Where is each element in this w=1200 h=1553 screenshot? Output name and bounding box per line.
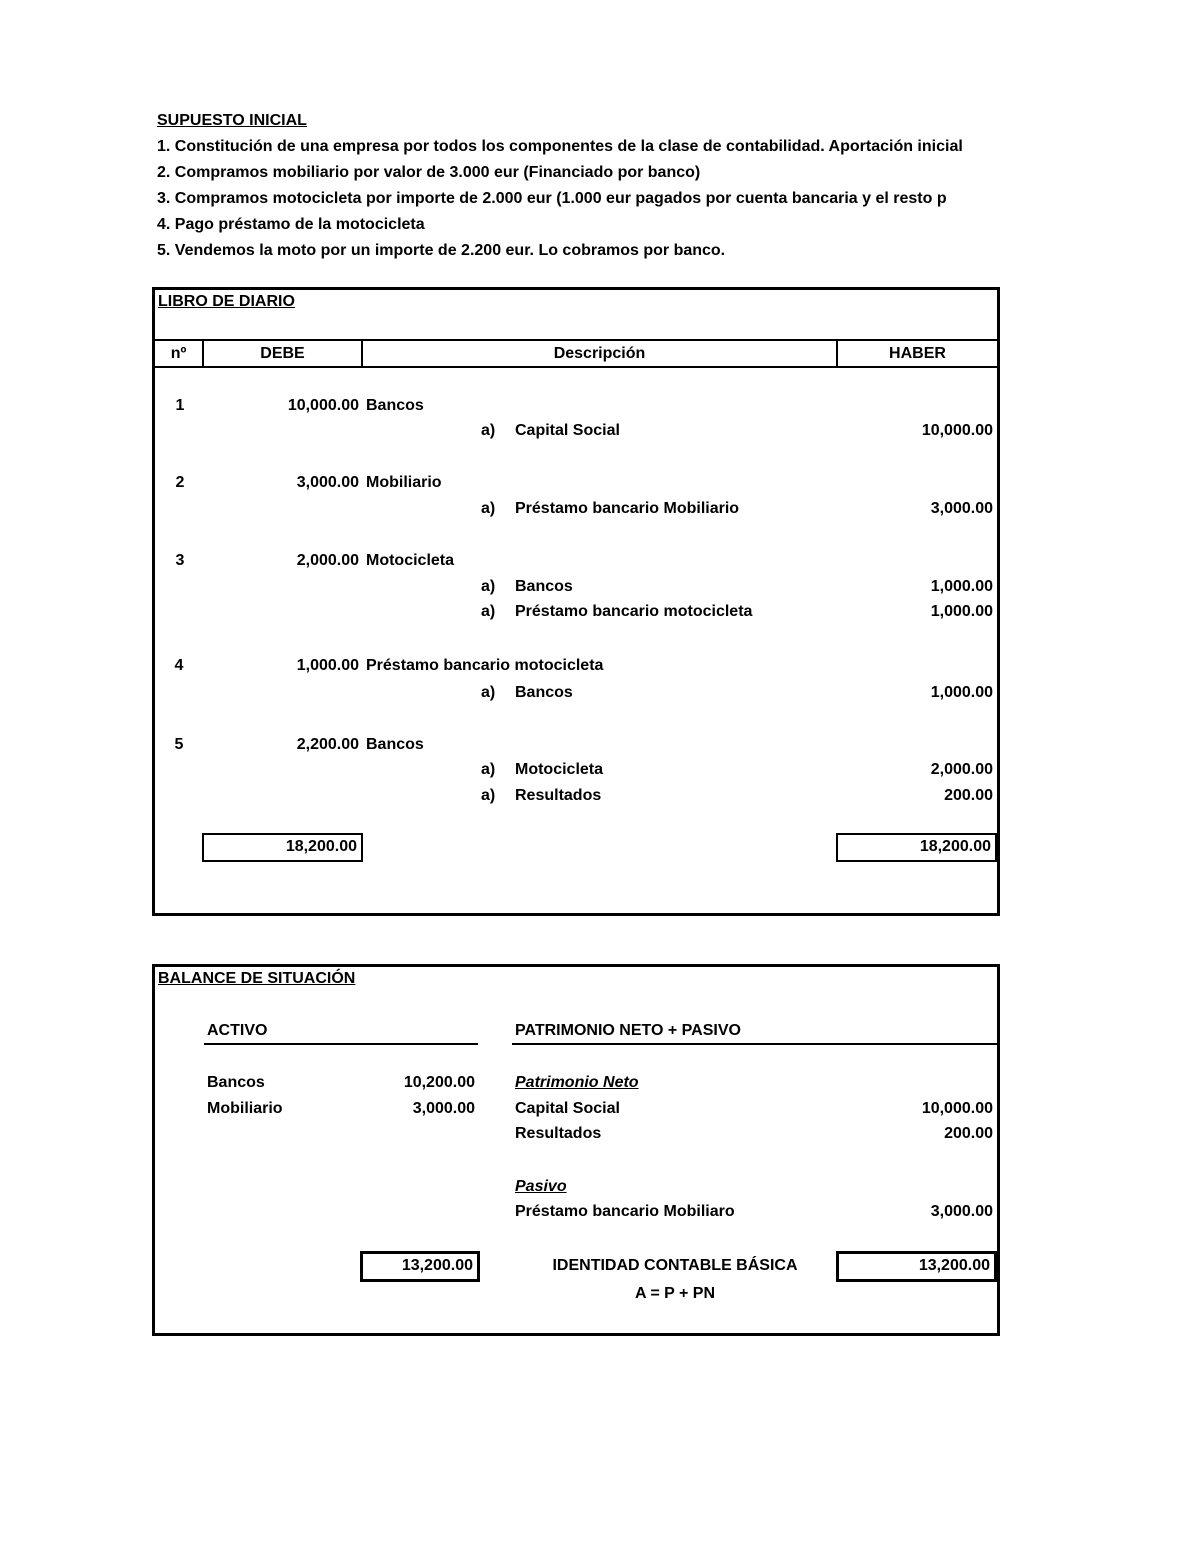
total-debe: 18,200.00 (285, 838, 357, 855)
entry-haber-amount: 1,000.00 (930, 684, 993, 701)
header-top-line (155, 339, 997, 341)
entry-number: 4 (174, 657, 184, 674)
activo-amount: 3,000.00 (412, 1100, 475, 1117)
entry-debe: 10,000.00 (287, 397, 359, 414)
pasivo-account: Préstamo bancario Mobiliaro (515, 1203, 735, 1220)
pn-pasivo-underline (512, 1043, 997, 1045)
intro-section (157, 108, 1000, 264)
total-activo: 13,200.00 (401, 1257, 473, 1274)
patrimonio-account: Capital Social (515, 1100, 620, 1117)
pasivo-amount: 3,000.00 (930, 1203, 993, 1220)
entry-debe: 2,000.00 (296, 552, 359, 569)
intro-line: 1. Constitución de una empresa por todos los componentes de la clase de contabilidad. Aportación inicial (157, 138, 963, 155)
entry-haber-amount: 1,000.00 (930, 578, 993, 595)
entry-debe: 1,000.00 (296, 657, 359, 674)
total-activo-box (360, 1251, 480, 1282)
activo-account: Mobiliario (207, 1100, 283, 1117)
activo-amount: 10,200.00 (403, 1074, 475, 1091)
entry-haber-amount: 1,000.00 (930, 603, 993, 620)
entry-mark: a) (481, 422, 496, 439)
entry-haber-account: Resultados (515, 787, 602, 804)
entry-debe: 3,000.00 (296, 474, 359, 491)
entry-mark: a) (481, 578, 496, 595)
entry-haber-account: Bancos (515, 684, 573, 701)
entry-number: 5 (174, 736, 184, 753)
patrimonio-account: Resultados (515, 1125, 602, 1142)
patrimonio-amount: 10,000.00 (921, 1100, 993, 1117)
entry-haber-account: Préstamo bancario motocicleta (515, 603, 753, 620)
entry-debe-account: Bancos (366, 736, 424, 753)
header-descripcion: Descripción (553, 345, 646, 362)
entry-haber-account: Préstamo bancario Mobiliario (515, 500, 740, 517)
intro-title: SUPUESTO INICIAL (157, 112, 307, 129)
entry-debe: 2,200.00 (296, 736, 359, 753)
entry-haber-amount: 200.00 (944, 787, 993, 804)
entry-haber-account: Capital Social (515, 422, 620, 439)
entry-haber-amount: 2,000.00 (930, 761, 993, 778)
entry-mark: a) (481, 603, 496, 620)
header-bottom-line (155, 366, 997, 368)
entry-debe-account: Motocicleta (366, 552, 455, 569)
patrimonio-neto-title: Patrimonio Neto (515, 1074, 639, 1091)
total-haber: 18,200.00 (919, 838, 991, 855)
identidad-contable: IDENTIDAD CONTABLE BÁSICA (552, 1257, 798, 1274)
entry-mark: a) (481, 684, 496, 701)
patrimonio-amount: 200.00 (944, 1125, 993, 1142)
header-num: nº (170, 345, 187, 362)
libro-diario-title: LIBRO DE DIARIO (158, 293, 295, 310)
entry-mark: a) (481, 500, 496, 517)
activo-title: ACTIVO (207, 1022, 268, 1039)
entry-haber-amount: 10,000.00 (921, 422, 993, 439)
pn-pasivo-title: PATRIMONIO NETO + PASIVO (515, 1022, 741, 1039)
entry-haber-account: Motocicleta (515, 761, 604, 778)
entry-debe-account: Préstamo bancario motocicleta (366, 657, 604, 674)
intro-line: 2. Compramos mobiliario por valor de 3.000 eur (Financiado por banco) (157, 164, 701, 181)
entry-haber-amount: 3,000.00 (930, 500, 993, 517)
entry-debe-account: Bancos (366, 397, 424, 414)
header-haber: HABER (889, 345, 946, 362)
balance-title: BALANCE DE SITUACIÓN (158, 970, 356, 987)
entry-debe-account: Mobiliario (366, 474, 442, 491)
header-debe: DEBE (260, 345, 305, 362)
total-pn-pasivo: 13,200.00 (918, 1257, 990, 1274)
total-pn-pasivo-box (836, 1251, 997, 1282)
entry-mark: a) (481, 761, 496, 778)
intro-line: 5. Vendemos la moto por un importe de 2.200 eur. Lo cobramos por banco. (157, 242, 726, 259)
entry-haber-account: Bancos (515, 578, 573, 595)
total-haber-box (836, 833, 997, 862)
intro-line: 3. Compramos motocicleta por importe de 2.000 eur (1.000 eur pagados por cuenta bancaria y el resto p (157, 190, 947, 207)
entry-number: 3 (175, 552, 185, 569)
activo-account: Bancos (207, 1074, 265, 1091)
entry-number: 2 (175, 474, 185, 491)
total-debe-box (202, 833, 363, 862)
pasivo-title: Pasivo (515, 1178, 567, 1195)
entry-mark: a) (481, 787, 496, 804)
activo-underline (204, 1043, 478, 1045)
identidad-formula: A = P + PN (634, 1285, 716, 1302)
entry-number: 1 (175, 397, 185, 414)
intro-line: 4. Pago préstamo de la motocicleta (157, 216, 425, 233)
